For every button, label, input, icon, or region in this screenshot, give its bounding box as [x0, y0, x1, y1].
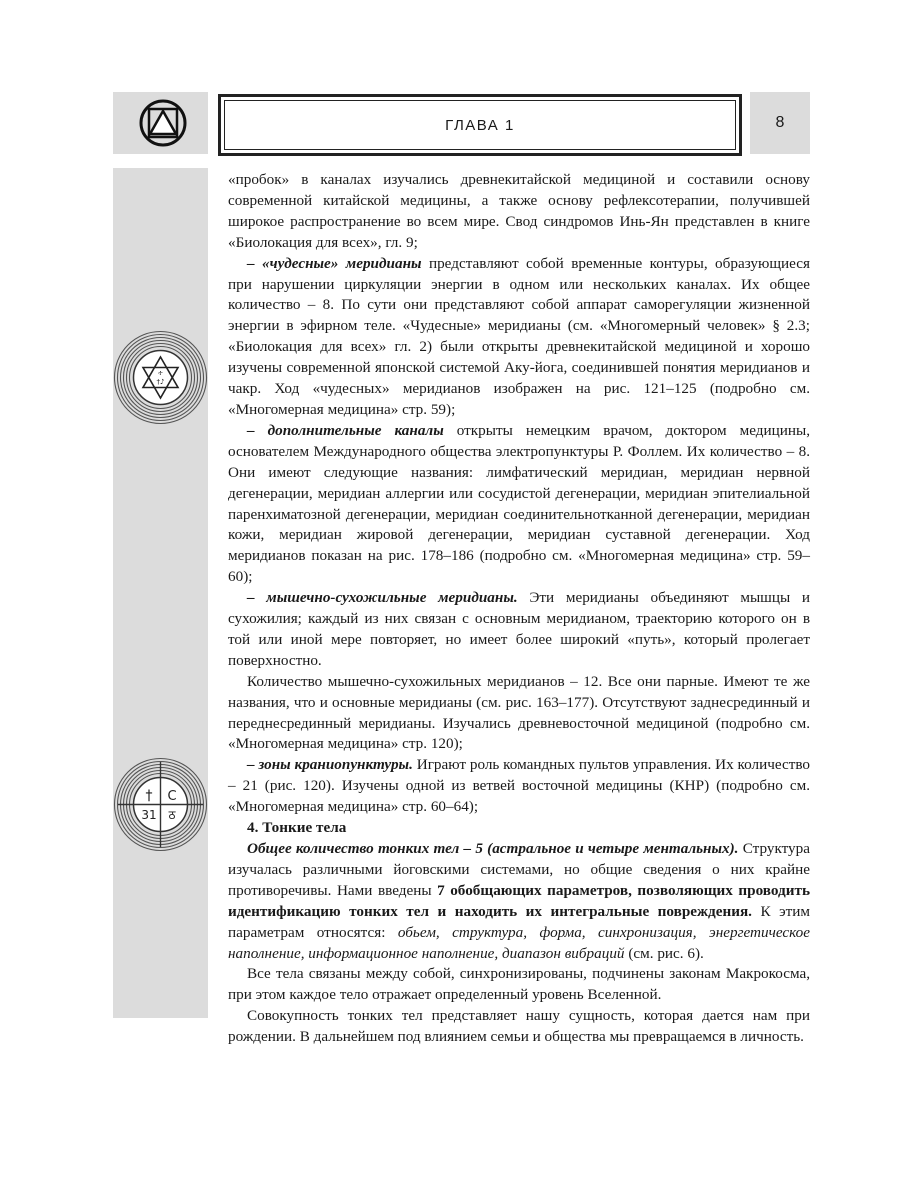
cross-symbol-emblem-icon — [113, 757, 208, 852]
chapter-title: ГЛАВА 1 — [445, 116, 515, 134]
paragraph-text: представляют собой временные контуры, образующиеся при нарушении циркуляции энергии в одном или нескольких каналах. Их общее количество – 8. По сути они представляют собой аппарат саморегуляции жизненной энергии в эфирном теле. «Чудесные» меридианы (см. «Многомерный человек» § 2.3; «Биолокация для всех» гл. 2) были открыты древнекитайской медициной и хорошо изучены современной японской системой Аку-йога, соединившей понятия меридианов и чакр. Ход «чудесных» меридианов изображен на рис. 121–125 (подробно см. «Многомерная медицина» стр. 59); — [228, 254, 810, 418]
section-heading: 4. Тонкие тела — [247, 819, 347, 837]
italic-emphasis: обьем, структура, форма, синхронизация, энергетическое наполнение, информационное наполнение, диапазон вибраций — [228, 923, 810, 962]
emblem-symbol-glyph: ठ — [168, 808, 176, 822]
term-heading: – дополнительные каналы — [247, 421, 444, 439]
svg-text:ተ: ተ — [158, 369, 163, 377]
paragraph — [228, 421, 810, 588]
paragraph-text: (см. рис. 6). — [624, 944, 704, 962]
paragraph-text: К этим параметрам относятся: — [228, 902, 810, 941]
paragraph-text: Играют роль командных пультов управления. Их количество – 21 (рис. 120). Изучены одной из ветвей восточной медицины (КНР) (подробно см. «Многомерная медицина» стр. 60–64); — [228, 756, 810, 816]
body-text — [228, 170, 810, 1048]
paragraph — [228, 588, 810, 672]
paragraph-text: открыты немецким врачом, доктором медицины, основателем Международного общества электропунктуры Р. Фоллем. Их количество – 8. Они имеют следующие названия: лимфатический меридиан, меридиан нервной дегенерации, меридиан аллергии или сосудистой дегенерации, меридиан эпителиальной паренхиматозной дегенерации, меридиан соединительнотканной дегенерации, меридиан кожи, меридиан жировой дегенерации, меридиан суставной дегенерации. Ход меридианов показан на рис. 178–186 (подробно см. «Многомерная медицина» стр. 59–60); — [228, 421, 810, 586]
page-number: 8 — [775, 114, 785, 131]
paragraph-text: Эти меридианы объединяют мышцы и сухожилия; каждый из них связан с основным меридианом, траекторию которого он в той или иной мере повторяет, но имеет более широкий «путь», который пролегает поверхностно. — [228, 589, 810, 669]
paragraph-text: «пробок» в каналах изучались древнекитайской медициной и составили основу современной китайской медицины, а также основу рефлексотерапии, получившей широкое распространение во всем мире. Свод синдромов Инь-Ян представлен в книге «Биолокация для всех», гл. 9; — [228, 171, 810, 251]
paragraph — [228, 254, 810, 421]
bold-emphasis: 7 обобщающих параметров, позволяющих проводить идентификацию тонких тел и находить их интегральные повреждения. — [228, 881, 810, 920]
paragraph — [228, 170, 810, 254]
star-of-david-emblem-icon — [113, 330, 208, 425]
paragraph — [228, 839, 810, 964]
term-heading: – «чудесные» меридианы — [247, 254, 422, 272]
paragraph-text: Все тела связаны между собой, синхронизированы, подчинены законам Макрокосма, при этом каждое тело отражает определенный уровень Вселенной. — [228, 965, 810, 1004]
emblem-symbol-31: 31 — [141, 808, 157, 822]
margin-band — [113, 168, 208, 1018]
paragraph — [228, 1006, 810, 1048]
paragraph — [228, 672, 810, 756]
term-heading: – зоны краниопунктуры. — [247, 756, 413, 774]
term-heading: Общее количество тонких тел – 5 (астральное и четыре ментальных). — [247, 840, 739, 857]
paragraph-text: Совокупность тонких тел представляет нашу сущность, которая дается нам при рождении. В дальнейшем под влиянием семьи и общества мы превращаемся в личность. — [228, 1007, 810, 1046]
paragraph-text: Количество мышечно-сухожильных меридианов – 12. Все они парные. Имеют те же названия, что и основные меридианы (см. рис. 163–177). Отсутствуют заднесрединный и переднесрединный меридианы. Изучались древневосточной медициной (подробно см. «Многомерная медицина» стр. 120); — [228, 672, 810, 753]
paragraph-text: Структура изучалась различными йоговскими системами, но общие сведения о них крайне противоречивы. Нами введены — [228, 840, 810, 899]
term-heading: – мышечно-сухожильные меридианы. — [247, 589, 518, 607]
svg-text:†♪: †♪ — [156, 378, 165, 386]
chapter-header-frame — [218, 94, 742, 156]
triangle-in-square-in-circle-icon — [138, 98, 188, 148]
paragraph — [228, 755, 810, 818]
emblem-symbol-c: С — [167, 789, 177, 804]
paragraph — [228, 964, 810, 1006]
emblem-symbol-cross: † — [145, 788, 153, 804]
